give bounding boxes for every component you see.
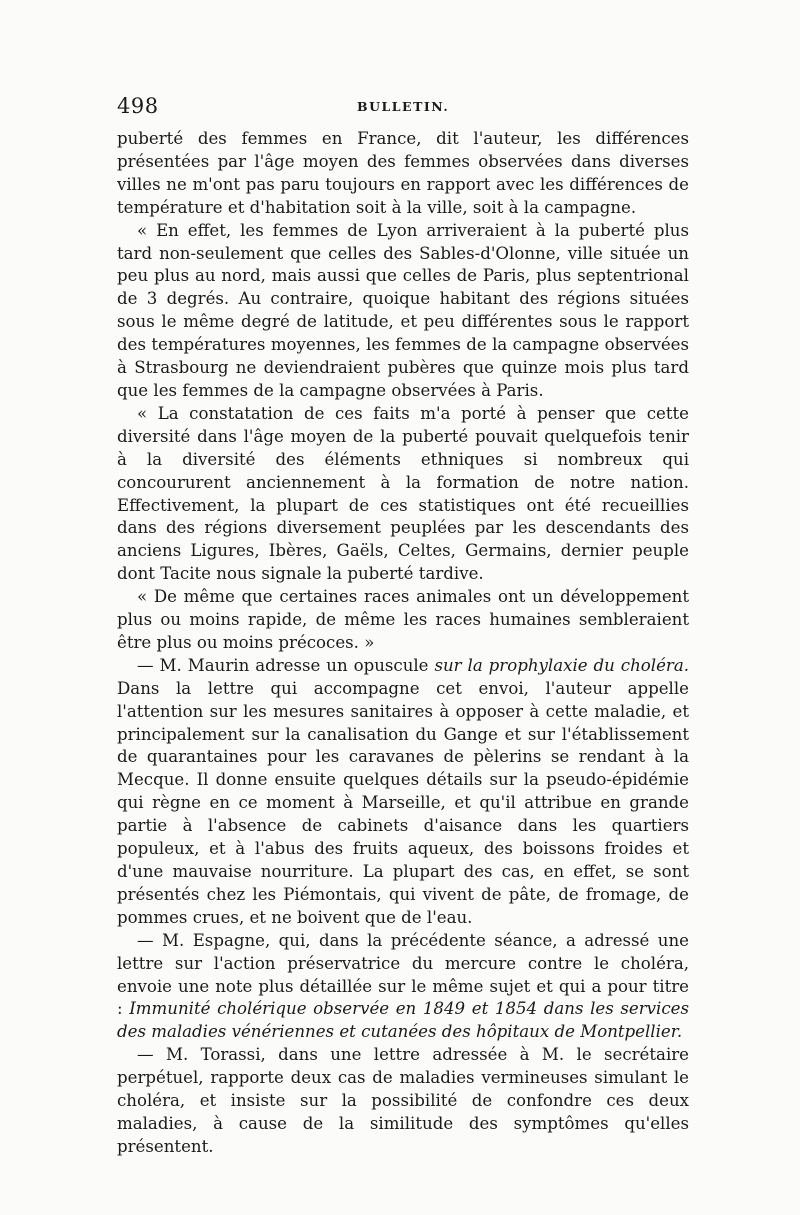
maurin-title: sur la prophylaxie du choléra. — [434, 655, 689, 675]
body-text — [117, 128, 689, 1159]
paragraph-continuation: puberté des femmes en France, dit l'auteur, les différences présentées par l'âge moyen des femmes observées dans diverses villes ne m'ont pas paru toujours en rapport avec les différences de température et d'habitation soit à la ville, soit à la campagne. — [117, 129, 689, 217]
page — [117, 94, 689, 1159]
paragraph-quote-races: « De même que certaines races animales ont un développement plus ou moins rapide, de même les races humaines sembleraient être plus ou moins précoces. » — [117, 587, 689, 652]
paragraph-quote-ethnic: « La constatation de ces faits m'a porté à penser que cette diversité dans l'âge moyen de la puberté pouvait quelquefois tenir à la diversité des éléments ethniques si nombreux qui concoururent anciennement à la formation de notre nation. Effectivement, la plupart de ces statistiques ont été recueillies dans des régions diversement peuplées par les descendants des anciens Ligures, Ibères, Gaëls, Celtes, Germains, dernier peuple dont Tacite nous signale la puberté tardive. — [117, 403, 689, 584]
paragraph-torassi: — M. Torassi, dans une lettre adressée à M. le secrétaire perpétuel, rapporte deux cas de maladies vermineuses simulant le choléra, et insiste sur la possibilité de confondre ces deux maladies, à cause de la similitude des symptômes qu'elles présentent. — [117, 1045, 689, 1156]
paragraph-espagne — [117, 930, 689, 1045]
running-head: BULLETIN. — [357, 99, 450, 114]
page-header — [117, 94, 689, 120]
paragraph-maurin — [117, 655, 689, 930]
espagne-title: Immunité cholérique observée en 1849 et 1854 dans les services des maladies vénériennes et cutanées des hôpitaux de Montpellier. — [117, 999, 689, 1042]
page-number: 498 — [117, 94, 159, 118]
maurin-intro: — M. Maurin adresse un opuscule — [137, 655, 435, 675]
paragraph-quote-lyon: « En effet, les femmes de Lyon arriveraient à la puberté plus tard non-seulement que celles des Sables-d'Olonne, ville située un peu plus au nord, mais aussi que celles de Paris, plus septentrional de 3 degrés. Au contraire, quoique habitant des régions situées sous le même degré de latitude, et peu différentes sous le rapport des températures moyennes, les femmes de la campagne observées à Strasbourg ne deviendraient pubères que quinze mois plus tard que les femmes de la campagne observées à Paris. — [117, 220, 689, 400]
espagne-intro: — M. Espagne, qui, dans la précédente séance, a adressé une lettre sur l'action préservatrice du mercure contre le choléra, envoie une note plus détaillée sur le même sujet et qui a pour titre : — [117, 930, 689, 1019]
maurin-body: Dans la lettre qui accompagne cet envoi, l'auteur appelle l'attention sur les mesures sanitaires à opposer à cette maladie, et principalement sur la canalisation du Gange et sur l'établissement de quarantaines pour les caravanes de pèlerins se rendant à la Mecque. Il donne ensuite quelques détails sur la pseudo-épidémie qui règne en ce moment à Marseille, et qu'il attribue en grande partie à l'absence de cabinets d'aisance dans les quartiers populeux, et à l'abus des fruits aqueux, des boissons froides et d'une mauvaise nourriture. La plupart des cas, en effet, se sont présentés chez les Piémontais, qui vivent de pâte, de fromage, de pommes crues, et ne boivent que de l'eau. — [117, 678, 689, 927]
